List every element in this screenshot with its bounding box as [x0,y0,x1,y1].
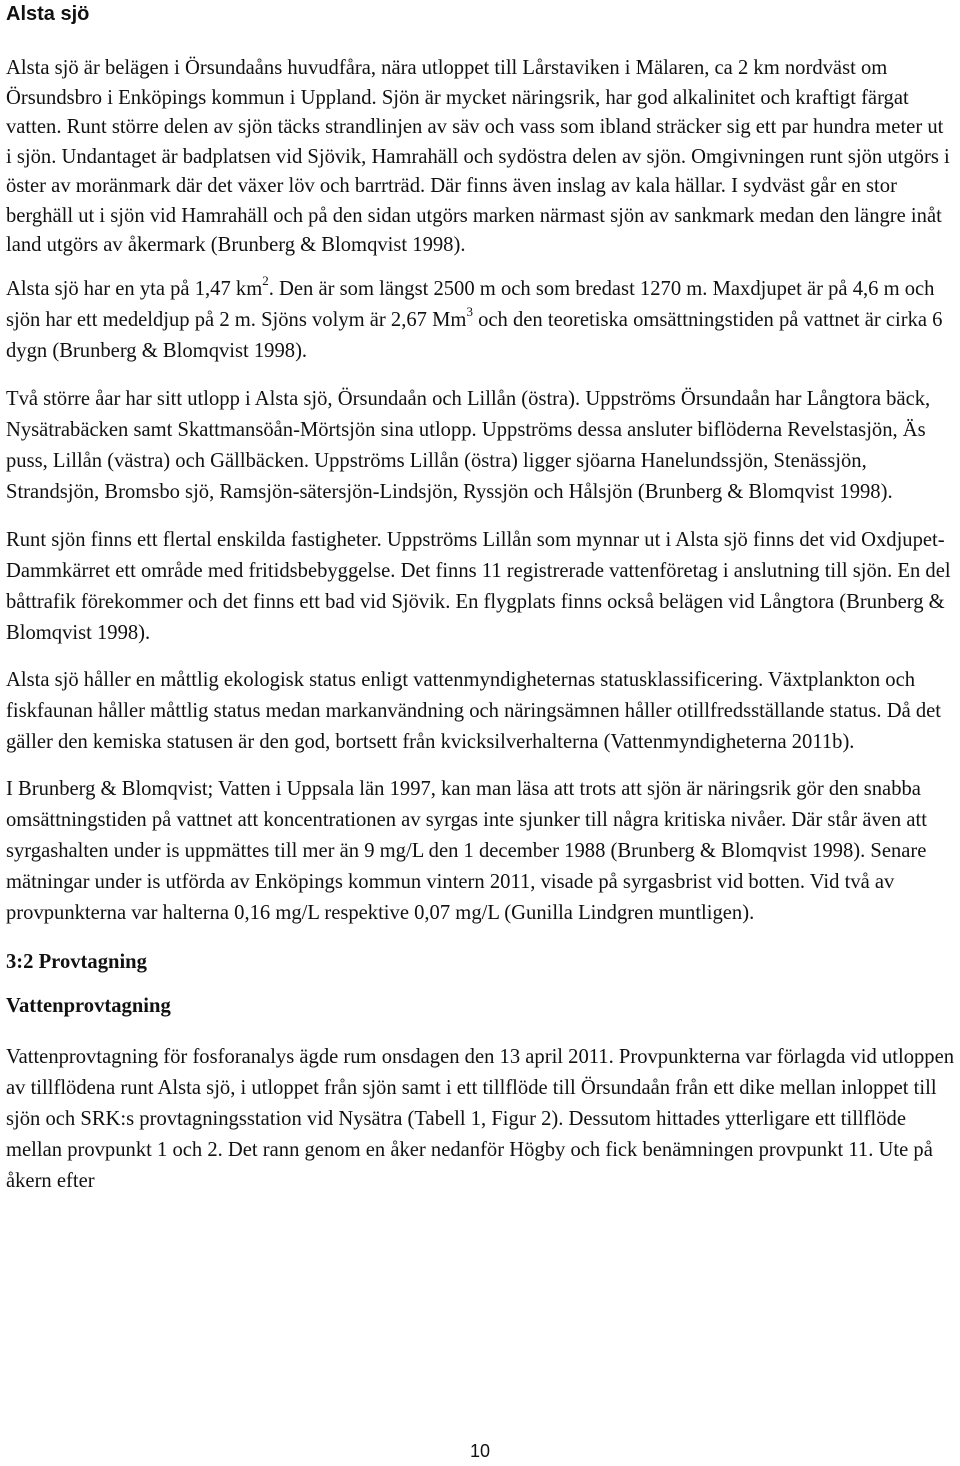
paragraph-oxygen: I Brunberg & Blomqvist; Vatten i Uppsala län 1997, kan man läsa att trots att sjön är näringsrik gör den snabba omsättningstiden på vattnet att koncentrationen av syrgas inte sjunker till några kritiska nivåer. Där står även att syrgashalten under is uppmättes till mer än 9 mg/L den 1 december 1988 (Brunberg & Blomqvist 1998). Senare mätningar under is utförda av Enköpings kommun vintern 2011, visade på syrgasbrist vid botten. Vid två av provpunkterna var halterna 0,16 mg/L respektive 0,07 mg/L (Gunilla Lindgren muntligen). [6,777,927,924]
paragraph-lake-dimensions [6,274,954,367]
paragraph-inflows: Två större åar har sitt utlopp i Alsta sjö, Örsundaån och Lillån (östra). Uppströms Örsundaån har Långtora bäck, Nysätrabäcken samt Skattmansöån-Mörtsjön sina utlopp. Uppströms dessa ansluter biflöderna Revelstasjön, Äs puss, Lillån (västra) och Gällbäcken. Uppströms Lillån (östra) ligger sjöarna Hanelundssjön, Stenässjön, Strandsjön, Bromsbo sjö, Ramsjön-sätersjön-Lindsjön, Ryssjön och Hålsjön (Brunberg & Blomqvist 1998). [6,387,931,503]
document-page [6,0,954,1197]
paragraph-surroundings: Runt sjön finns ett flertal enskilda fastigheter. Uppströms Lillån som mynnar ut i Alsta sjö finns det vid Oxdjupet-Dammkärret ett område med fritidsbebyggelse. Det finns 11 registrerade vattenföretag i anslutning till sjön. En del båttrafik förekommer och det finns ett bad vid Sjövik. En flygplats finns också belägen vid Långtora (Brunberg & Blomqvist 1998). [6,528,951,644]
paragraph-lake-description: Alsta sjö är belägen i Örsundaåns huvudfåra, nära utloppet till Lårstaviken i Mälaren, ca 2 km nordväst om Örsundsbro i Enköpings kommun i Uppland. Sjön är mycket näringsrik, har god alkalinitet och kraftigt färgat vatten. Runt större delen av sjön täcks strandlinjen av säv och vass som ibland sträcker sig ett par hundra meter ut i sjön. Undantaget är badplatsen vid Sjövik, Hamrahäll och sydöstra delen av sjön. Omgivningen runt sjön utgörs i öster av moränmark där det växer löv och barrträd. Där finns även inslag av kala hällar. I sydväst går en stor berghäll ut i sjön vid Hamrahäll och på den sidan utgörs marken närmast sjön av sankmark medan den längre inåt land utgörs av åkermark (Brunberg & Blomqvist 1998). [6,57,950,256]
subheading: Vattenprovtagning [6,994,171,1017]
section-heading: Alsta sjö [6,3,90,25]
page-number: 10 [469,1441,491,1461]
paragraph-sampling: Vattenprovtagning för fosforanalys ägde rum onsdagen den 13 april 2011. Provpunkterna var förlagda vid utloppen av tillflödena runt Alsta sjö, i utloppet från sjön samt i ett tillflöde till Örsundaån från ett dike mellan inloppet till sjön och SRK:s provtagningsstation vid Nysätra (Tabell 1, Figur 2). Dessutom hittades ytterligare ett tillflöde mellan provpunkt 1 och 2. Det rann genom en åker nedanför Högby och fick benämningen provpunkt 11. Ute på åkern efter [6,1045,955,1192]
paragraph-ecological-status: Alsta sjö håller en måttlig ekologisk status enligt vattenmyndigheternas statusklassificering. Växtplankton och fiskfaunan håller måttlig status medan markanvändning och näringsämnen håller otillfredsställande status. Då det gäller den kemiska statusen är den god, bortsett från kvicksilverhalterna (Vattenmyndigheterna 2011b). [6,668,942,753]
section-title: 3:2 Provtagning [6,950,147,973]
dimensions-text-c: och den teoretiska omsättningstiden på vattnet är cirka 6 dygn (Brunberg & Blomqvist 1998). [6,308,943,362]
superscript-3: 3 [466,303,473,319]
dimensions-text-a: Alsta sjö har en yta på 1,47 km [6,277,263,300]
superscript-2: 2 [262,272,269,288]
dimensions-text-b: . Den är som längst 2500 m och som bredast 1270 m. Maxdjupet är på 4,6 m och sjön har ett medeldjup på 2 m. Sjöns volym är 2,67 Mm [6,277,935,331]
